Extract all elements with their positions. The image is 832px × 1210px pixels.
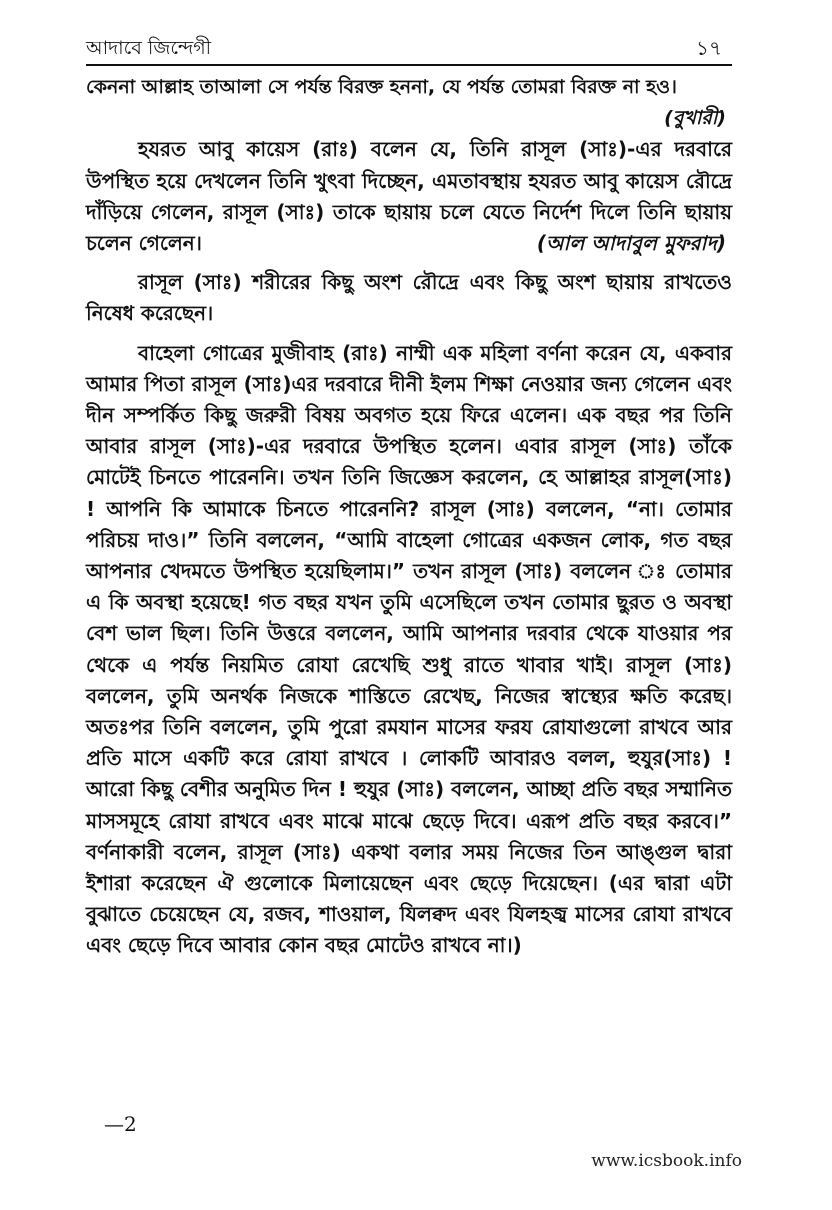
page-number: ১৭ xyxy=(696,36,722,60)
paragraph-2 xyxy=(86,134,732,259)
paragraph-2-text: হযরত আবু কায়েস (রাঃ) বলেন যে, তিনি রাসূল (সাঃ)-এর দরবারে উপস্থিত হয়ে দেখলেন তিনি খুৎবা দিচ্ছেন, এমতাবস্থায় হযরত আবু কায়েস রৌদ্রে দাঁড়িয়ে গেলেন, রাসূল (সাঃ) তাকে ছায়ায় চলে যেতে নির্দেশ দিলে তিনি ছায়ায় চলেন গেলেন। xyxy=(86,137,732,256)
running-title: আদাবে জিন্দেগী xyxy=(86,37,212,59)
paragraph-4 xyxy=(86,338,732,962)
paragraph-3 xyxy=(86,267,732,329)
citation-bukhari: (বুখারী) xyxy=(664,107,726,130)
paragraph-3-text: রাসূল (সাঃ) শরীরের কিছু অংশ রৌদ্রে এবং কিছু অংশ ছায়ায় রাখতেও নিষেধ করেছেন। xyxy=(86,270,732,326)
page-header xyxy=(86,36,732,64)
citation-adabul-mufrad: (আল আদাবুল মুফরাদ) xyxy=(536,231,726,256)
header-rule xyxy=(86,64,732,66)
paragraph-1-text: কেননা আল্লাহ তাআলা সে পর্যন্ত বিরক্ত হননা, যে পর্যন্ত তোমরা বিরক্ত না হও। xyxy=(86,76,677,98)
paragraph-1 xyxy=(86,72,732,130)
paragraph-4-text: বাহেলা গোত্রের মুজীবাহ (রাঃ) নাম্মী এক মহিলা বর্ণনা করেন যে, একবার আমার পিতা রাসূল (সাঃ)এর দরবারে দীনী ইলম শিক্ষা নেওয়ার জন্য গেলেন এবং দীন সম্পর্কিত কিছু জরুরী বিষয় অবগত হয়ে ফিরে এলেন। এক বছর পর তিনি আবার রাসূল (সাঃ)-এর দরবারে উপস্থিত হলেন। এবার রাসূল (সাঃ) তাঁকে মোটেই চিনতে পারেননি। তখন তিনি জিজ্ঞেস করলেন, হে আল্লাহর রাসূল(সাঃ) ! আপনি কি আমাকে চিনতে পারেননি? রাসূল (সাঃ) বললেন, “না। তোমার পরিচয় দাও।” তিনি বললেন, “আমি বাহেলা গোত্রের একজন লোক, গত বছর আপনার খেদমতে উপস্থিত হয়েছিলাম।” তখন রাসূল (সাঃ) বললেন ঃ তোমার এ কি অবস্থা হয়েছে! গত বছর যখন তুমি এসেছিলে তখন তোমার ছুরত ও অবস্থা বেশ ভাল ছিল। তিনি উত্তরে বললেন, আমি আপনার দরবার থেকে যাওয়ার পর থেকে এ পর্যন্ত নিয়মিত রোযা রেখেছি শুধু রাতে খাবার খাই। রাসূল (সাঃ) বললেন, তুমি অনর্থক নিজকে শাস্তিতে রেখেছ, নিজের স্বাস্থ্যের ক্ষতি করেছ। অতঃপর তিনি বললেন, তুমি পুরো রমযান মাসের ফরয রোযাগুলো রাখবে আর প্রতি মাসে একটি করে রোযা রাখবে । লোকটি আবারও বলল, হুযুর(সাঃ) ! আরো কিছু বেশীর অনুমিত দিন ! হুযুর (সাঃ) বললেন, আচ্ছা প্রতি বছর সম্মানিত মাসসমূহে রোযা রাখবে এবং মাঝে মাঝে ছেড়ে দিবে। এরূপ প্রতি বছর করবে।” বর্ণনাকারী বলেন, রাসূল (সাঃ) একথা বলার সময় নিজের তিন আঙ্গুল দ্বারা ইশারা করেছেন ঐ গুলোকে মিলায়েছেন এবং ছেড়ে দিয়েছেন। (এর দ্বারা এটা বুঝাতে চেয়েছেন যে, রজব, শাওয়াল, যিলক্বদ এবং যিলহজ্ব মাসের রোযা রাখবে এবং ছেড়ে দিবে আবার কোন বছর মোটেও রাখবে না।) xyxy=(86,340,732,958)
signature-mark: —2 xyxy=(104,1112,137,1136)
text-body xyxy=(86,72,732,970)
site-credit: www.icsbook.info xyxy=(591,1151,742,1171)
